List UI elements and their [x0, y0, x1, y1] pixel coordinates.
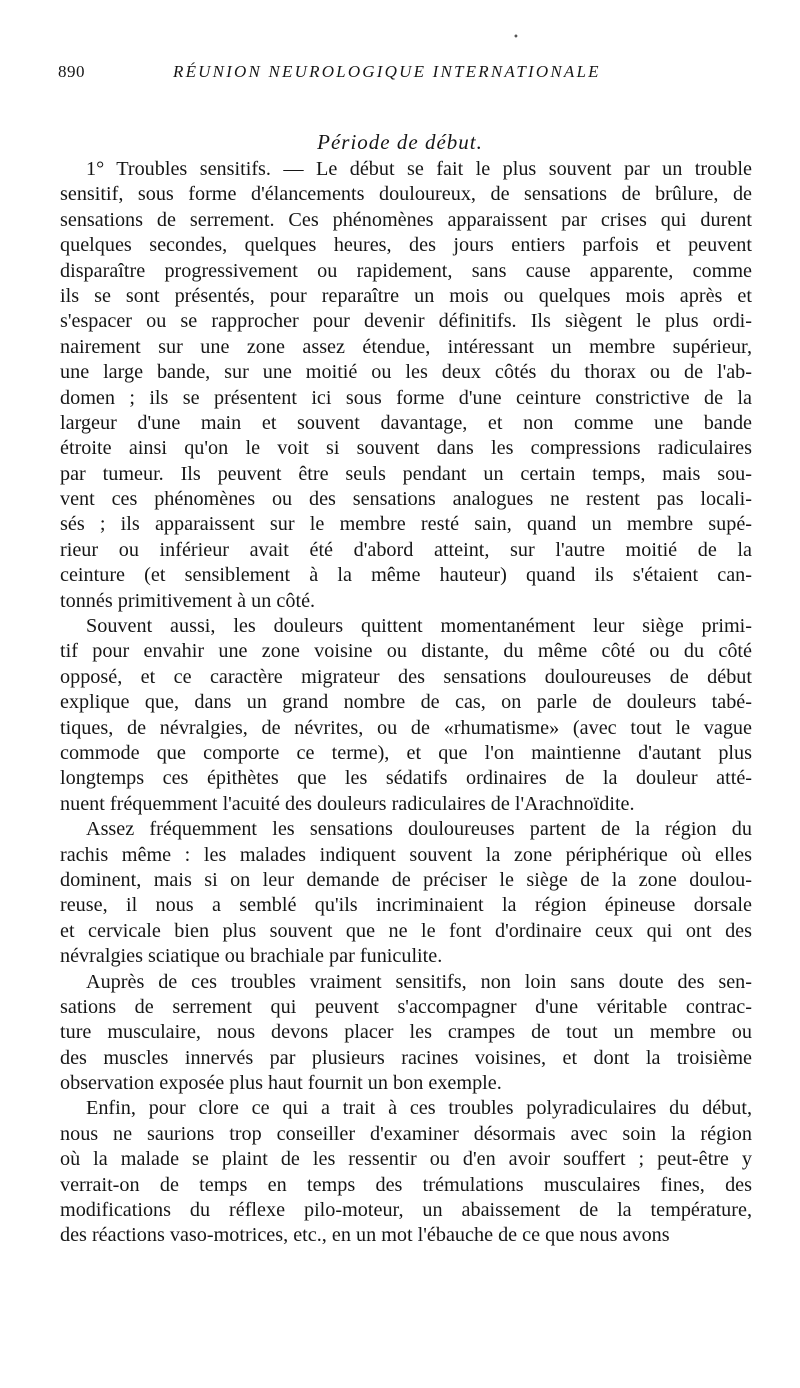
text-line: observation exposée plus haut fournit un bon exemple.: [60, 1072, 502, 1095]
body-text: [60, 157, 752, 1249]
text-line: névralgies sciatique ou brachiale par funiculite.: [60, 945, 443, 968]
text-line: Enfin, pour clore ce qui a trait à ces troubles polyradiculaires du début,: [86, 1097, 752, 1120]
text-line: quelques secondes, quelques heures, des jours entiers parfois et peuvent: [60, 234, 752, 257]
text-line: une large bande, sur une moitié ou les deux côtés du thorax ou de l'ab-: [60, 361, 752, 384]
text-line: nairement sur une zone assez étendue, intéressant un membre supérieur,: [60, 335, 752, 358]
text-line: ture musculaire, nous devons placer les crampes de tout un membre ou: [60, 1021, 752, 1044]
text-line: 1° Troubles sensitifs. — Le début se fait le plus souvent par un trouble: [86, 158, 752, 180]
text-line: ceinture (et sensiblement à la même hauteur) quand ils s'étaient can-: [60, 564, 752, 587]
text-line: domen ; ils se présentent ici sous forme d'une ceinture constrictive de la: [60, 386, 752, 409]
section-title: Période de début.: [317, 130, 483, 154]
text-line: nous ne saurions trop conseiller d'examiner désormais avec soin la région: [60, 1122, 752, 1145]
text-line: reuse, il nous a semblé qu'ils incriminaient la région épineuse dorsale: [60, 894, 752, 917]
text-line: disparaître progressivement ou rapidement, sans cause apparente, comme: [60, 259, 752, 282]
running-title: RÉUNION NEUROLOGIQUE INTERNATIONALE: [173, 62, 601, 81]
text-line: par tumeur. Ils peuvent être seuls pendant un certain temps, mais sou-: [60, 462, 752, 485]
text-line: sés ; ils apparaissent sur le membre resté sain, quand un membre supé-: [60, 513, 752, 536]
text-line: opposé, et ce caractère migrateur des sensations douloureuses de début: [60, 665, 752, 688]
text-line: ils se sont présentés, pour reparaître un mois ou quelques mois après et: [60, 284, 752, 307]
text-line: tonnés primitivement à un côté.: [60, 589, 316, 612]
page-number: 890: [58, 62, 85, 81]
text-line: modifications du réflexe pilo-moteur, un abaissement de la température,: [60, 1199, 752, 1222]
print-mark: •: [513, 32, 519, 43]
text-line: sensitif, sous forme d'élancements douloureux, de sensations de brûlure, de: [60, 183, 752, 206]
text-line: explique que, dans un grand nombre de cas, on parle de douleurs tabé-: [60, 691, 752, 714]
text-line: verrait-on de temps en temps des trémulations musculaires fines, des: [60, 1173, 752, 1196]
text-line: longtemps ces épithètes que les sédatifs ordinaires de la douleur atté-: [60, 767, 752, 790]
text-line: vent ces phénomènes ou des sensations analogues ne restent pas locali-: [60, 488, 752, 511]
text-line: commode que comporte ce terme), et que l'on maintienne d'autant plus: [60, 741, 752, 764]
text-line: tif pour envahir une zone voisine ou distante, du même côté ou du côté: [60, 640, 752, 663]
text-line: largeur d'une main et souvent davantage, et non comme une bande: [60, 411, 752, 434]
running-header: [58, 62, 748, 84]
text-line: s'espacer ou se rapprocher pour devenir définitifs. Ils siègent le plus ordi-: [60, 310, 752, 333]
text-line: rachis même : les malades indiquent souvent la zone périphérique où elles: [60, 843, 752, 866]
text-line: étroite ainsi qu'on le voit si souvent dans les compressions radiculaires: [60, 437, 752, 460]
text-line: et cervicale bien plus souvent que ne le font d'ordinaire ceux qui ont des: [60, 919, 752, 942]
text-line: sensations de serrement. Ces phénomènes apparaissent par crises qui durent: [60, 208, 752, 231]
text-line: Auprès de ces troubles vraiment sensitifs, non loin sans doute des sen-: [86, 970, 752, 993]
text-line: Assez fréquemment les sensations douloureuses partent de la région du: [86, 818, 752, 841]
text-line: sations de serrement qui peuvent s'accompagner d'une véritable contrac-: [60, 995, 752, 1018]
text-line: dominent, mais si on leur demande de préciser le siège de la zone doulou-: [60, 868, 752, 891]
text-line: rieur ou inférieur avait été d'abord atteint, sur l'autre moitié de la: [60, 538, 752, 561]
text-line: des muscles innervés par plusieurs racines voisines, et dont la troisième: [60, 1046, 752, 1069]
text-line: nuent fréquemment l'acuité des douleurs radiculaires de l'Arachnoïdite.: [60, 792, 635, 815]
text-line: où la malade se plaint de les ressentir ou d'en avoir souffert ; peut-être y: [60, 1148, 752, 1171]
text-line: Souvent aussi, les douleurs quittent momentanément leur siège primi-: [86, 615, 752, 638]
text-line: des réactions vaso-motrices, etc., en un mot l'ébauche de ce que nous avons: [60, 1224, 670, 1247]
text-line: tiques, de névralgies, de névrites, ou de «rhumatisme» (avec tout le vague: [60, 716, 752, 739]
